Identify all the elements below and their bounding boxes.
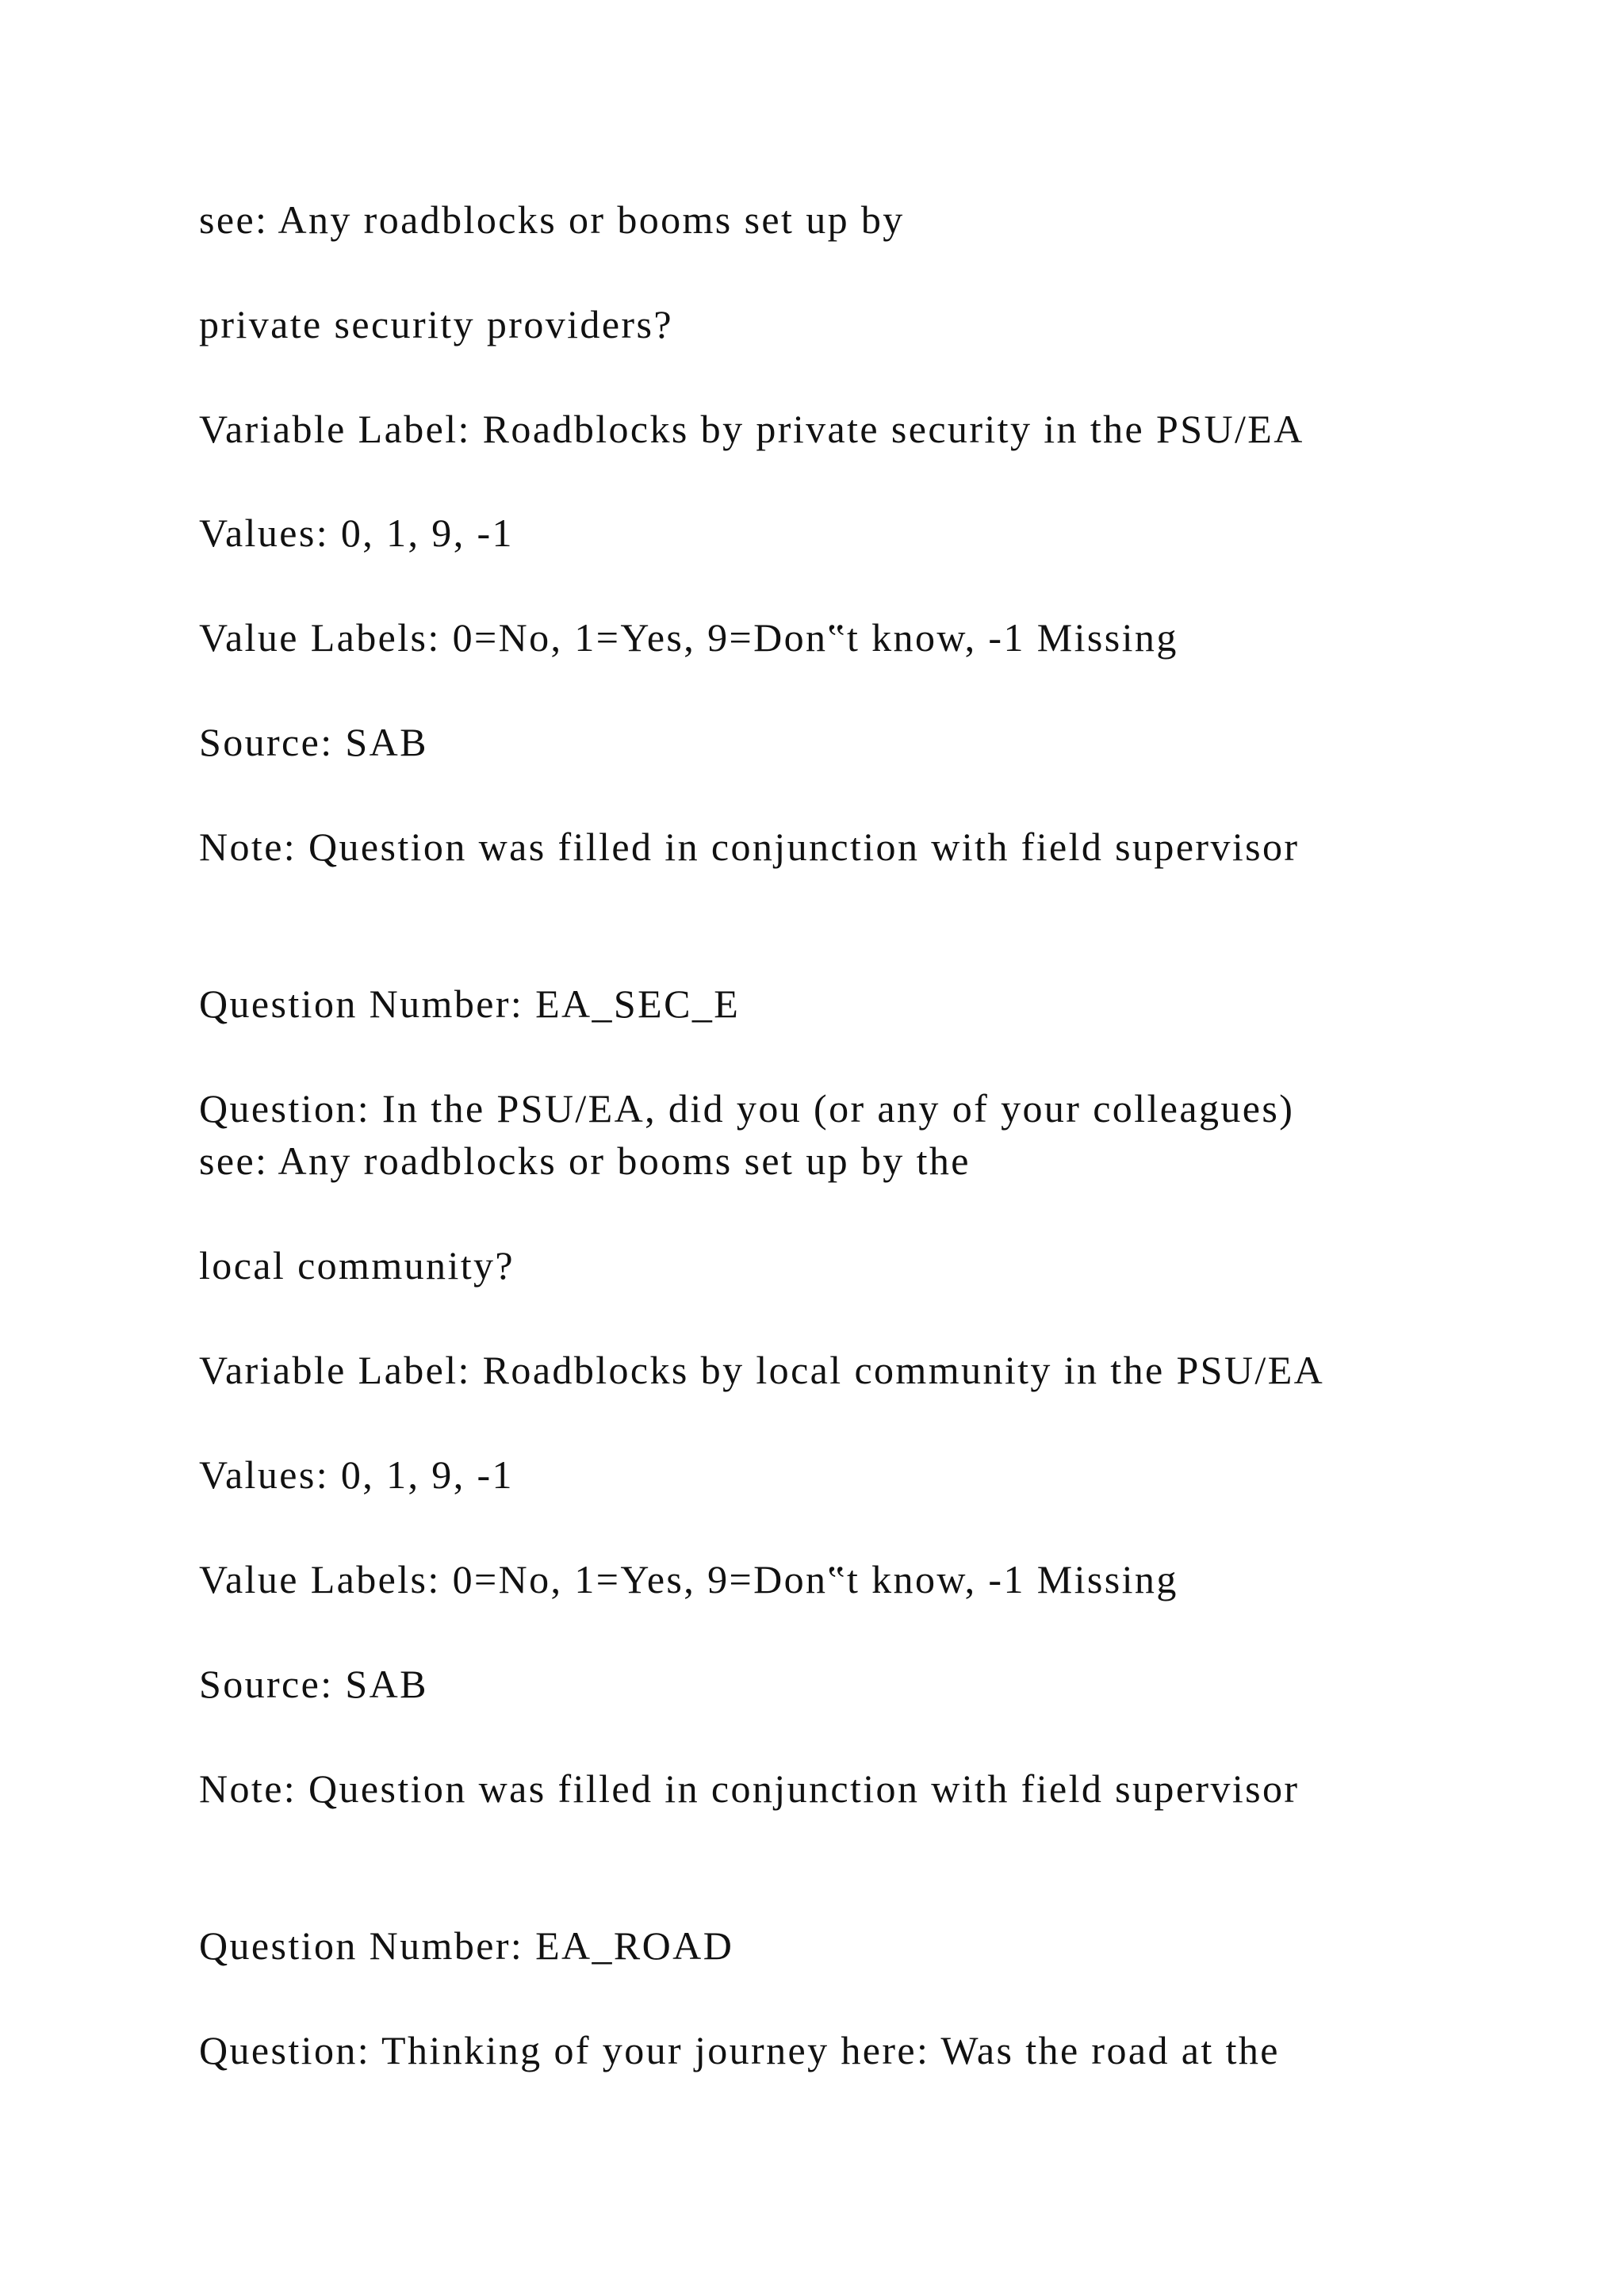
values-line: Values: 0, 1, 9, -1: [199, 511, 514, 555]
value-labels-line: Value Labels: 0=No, 1=Yes, 9=Don‟t know, -1 Missing: [199, 615, 1178, 660]
note-line: Note: Question was filled in conjunction with field supervisor: [199, 825, 1300, 869]
question-continuation-line: see: Any roadblocks or booms set up by: [199, 197, 905, 242]
question-continuation-line: local community?: [199, 1243, 515, 1288]
values-line: Values: 0, 1, 9, -1: [199, 1452, 514, 1497]
variable-label-line: Variable Label: Roadblocks by local community in the PSU/EA: [199, 1348, 1325, 1392]
question-continuation-line: see: Any roadblocks or booms set up by the: [199, 1138, 971, 1183]
question-line: Question: Thinking of your journey here: Was the road at the: [199, 2028, 1280, 2072]
value-labels-line: Value Labels: 0=No, 1=Yes, 9=Don‟t know, -1 Missing: [199, 1557, 1178, 1601]
question-continuation-line: private security providers?: [199, 302, 673, 346]
question-line: Question: In the PSU/EA, did you (or any of your colleagues): [199, 1086, 1295, 1131]
variable-label-line: Variable Label: Roadblocks by private security in the PSU/EA: [199, 407, 1304, 451]
note-line: Note: Question was filled in conjunction with field supervisor: [199, 1766, 1300, 1811]
source-line: Source: SAB: [199, 1662, 428, 1706]
question-number-line: Question Number: EA_ROAD: [199, 1923, 734, 1968]
question-number-line: Question Number: EA_SEC_E: [199, 982, 741, 1026]
source-line: Source: SAB: [199, 720, 428, 764]
